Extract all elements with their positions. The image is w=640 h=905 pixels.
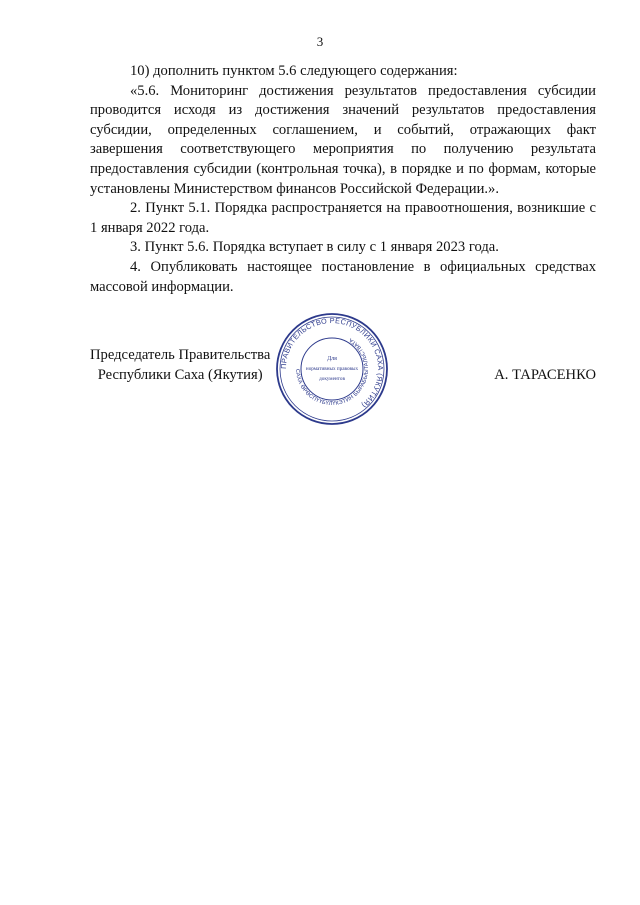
signatory-title-line2: Республики Саха (Якутия): [97, 366, 263, 383]
document-body: [90, 62, 596, 297]
seal-center-line2: нормативных правовых: [305, 366, 359, 372]
seal-inner-text: САХА ӨРӨСПҮҮБҮЛҮКЭТИН БЫРАБЫЫТАЛЬСТВАТА: [293, 336, 371, 408]
paragraph-clause-5-6: «5.6. Мониторинг достижения результатов предоставления субсидии проводится исходя из достижения значений результатов предоставления субсидии, определенных соглашением, и событий, отражающих факт завершения соответствующего мероприятия по получению результата предоставления субсидии (контрольная точка), в порядке и по формам, которые установлены Министерством финансов Российской Федерации.».: [90, 82, 596, 197]
signatory-title: [90, 346, 270, 385]
seal-center-line3: документов: [319, 376, 345, 382]
page-number: 3: [316, 34, 324, 49]
paragraph-amendment-intro: 10) дополнить пунктом 5.6 следующего содержания:: [130, 63, 458, 79]
seal-outer-text: ПРАВИТЕЛЬСТВО РЕСПУБЛИКИ САХА (ЯКУТИЯ): [278, 315, 386, 411]
signatory-title-line1: Председатель Правительства: [90, 347, 271, 363]
paragraph-clause-3: 3. Пункт 5.6. Порядка вступает в силу с 1 января 2023 года.: [130, 239, 499, 256]
paragraph-clause-4: 4. Опубликовать настоящее постановление в официальных средствах массовой информации.: [90, 258, 596, 295]
paragraph-clause-2: 2. Пункт 5.1. Порядка распространяется на правоотношения, возникшие с 1 января 2022 года.: [90, 200, 596, 236]
official-seal-stamp: [275, 312, 389, 426]
seal-center-line1: Для: [327, 356, 337, 362]
signatory-name: А. ТАРАСЕНКО: [494, 367, 596, 383]
